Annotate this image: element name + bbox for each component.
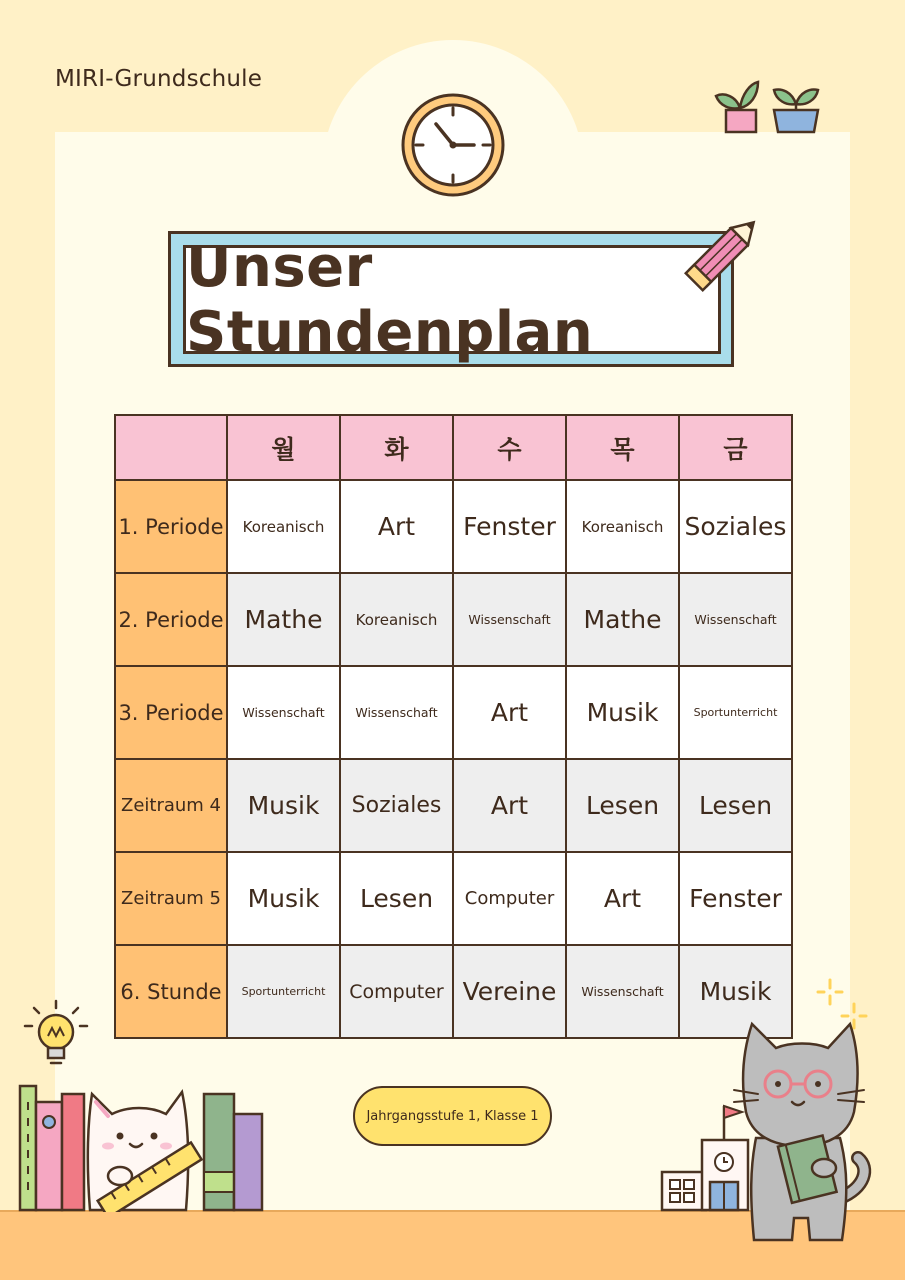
subject-cell: Wissenschaft xyxy=(227,666,340,759)
subject-cell: Computer xyxy=(340,945,453,1038)
subject-cell: Fenster xyxy=(453,480,566,573)
class-badge: Jahrgangsstufe 1, Klasse 1 xyxy=(353,1086,552,1146)
period-label: 2. Periode xyxy=(115,573,227,666)
table-row xyxy=(115,945,792,1038)
table-row xyxy=(115,480,792,573)
subject-cell: Mathe xyxy=(566,573,679,666)
table-row xyxy=(115,759,792,852)
subject-cell: Sportunterricht xyxy=(227,945,340,1038)
day-header: 월 xyxy=(227,415,340,480)
subject-cell: Art xyxy=(566,852,679,945)
period-label: 3. Periode xyxy=(115,666,227,759)
subject-cell: Wissenschaft xyxy=(566,945,679,1038)
subject-cell: Mathe xyxy=(227,573,340,666)
wall-clock-icon xyxy=(400,92,506,198)
period-label: 6. Stunde xyxy=(115,945,227,1038)
subject-cell: Musik xyxy=(679,945,792,1038)
subject-cell: Koreanisch xyxy=(227,480,340,573)
subject-cell: Koreanisch xyxy=(340,573,453,666)
day-header: 화 xyxy=(340,415,453,480)
pencil-icon xyxy=(676,214,762,300)
subject-cell: Koreanisch xyxy=(566,480,679,573)
page-title: Unser Stundenplan xyxy=(186,234,594,365)
corner-cell xyxy=(115,415,227,480)
subject-cell: Fenster xyxy=(679,852,792,945)
table-row xyxy=(115,666,792,759)
lightbulb-icon xyxy=(20,998,92,1070)
subject-cell: Musik xyxy=(566,666,679,759)
day-header: 금 xyxy=(679,415,792,480)
subject-cell: Wissenschaft xyxy=(679,573,792,666)
subject-cell: Lesen xyxy=(679,759,792,852)
subject-cell: Sportunterricht xyxy=(679,666,792,759)
subject-cell: Lesen xyxy=(340,852,453,945)
subject-cell: Musik xyxy=(227,852,340,945)
day-header: 목 xyxy=(566,415,679,480)
subject-cell: Lesen xyxy=(566,759,679,852)
header-row xyxy=(115,415,792,480)
subject-cell: Wissenschaft xyxy=(340,666,453,759)
subject-cell: Soziales xyxy=(679,480,792,573)
period-label: Zeitraum 4 xyxy=(115,759,227,852)
subject-cell: Art xyxy=(453,666,566,759)
table-row xyxy=(115,852,792,945)
title-box xyxy=(183,234,721,365)
subject-cell: Vereine xyxy=(453,945,566,1038)
period-label: Zeitraum 5 xyxy=(115,852,227,945)
subject-cell: Wissenschaft xyxy=(453,573,566,666)
table-row xyxy=(115,573,792,666)
subject-cell: Art xyxy=(453,759,566,852)
subject-cell: Art xyxy=(340,480,453,573)
period-label: 1. Periode xyxy=(115,480,227,573)
subject-cell: Soziales xyxy=(340,759,453,852)
timetable xyxy=(114,414,793,1039)
school-name: MIRI-Grundschule xyxy=(55,66,263,92)
white-cat-icon xyxy=(76,1080,204,1212)
day-header: 수 xyxy=(453,415,566,480)
subject-cell: Computer xyxy=(453,852,566,945)
gray-cat-icon xyxy=(730,1018,880,1248)
subject-cell: Musik xyxy=(227,759,340,852)
potted-plant-icon xyxy=(712,78,824,136)
